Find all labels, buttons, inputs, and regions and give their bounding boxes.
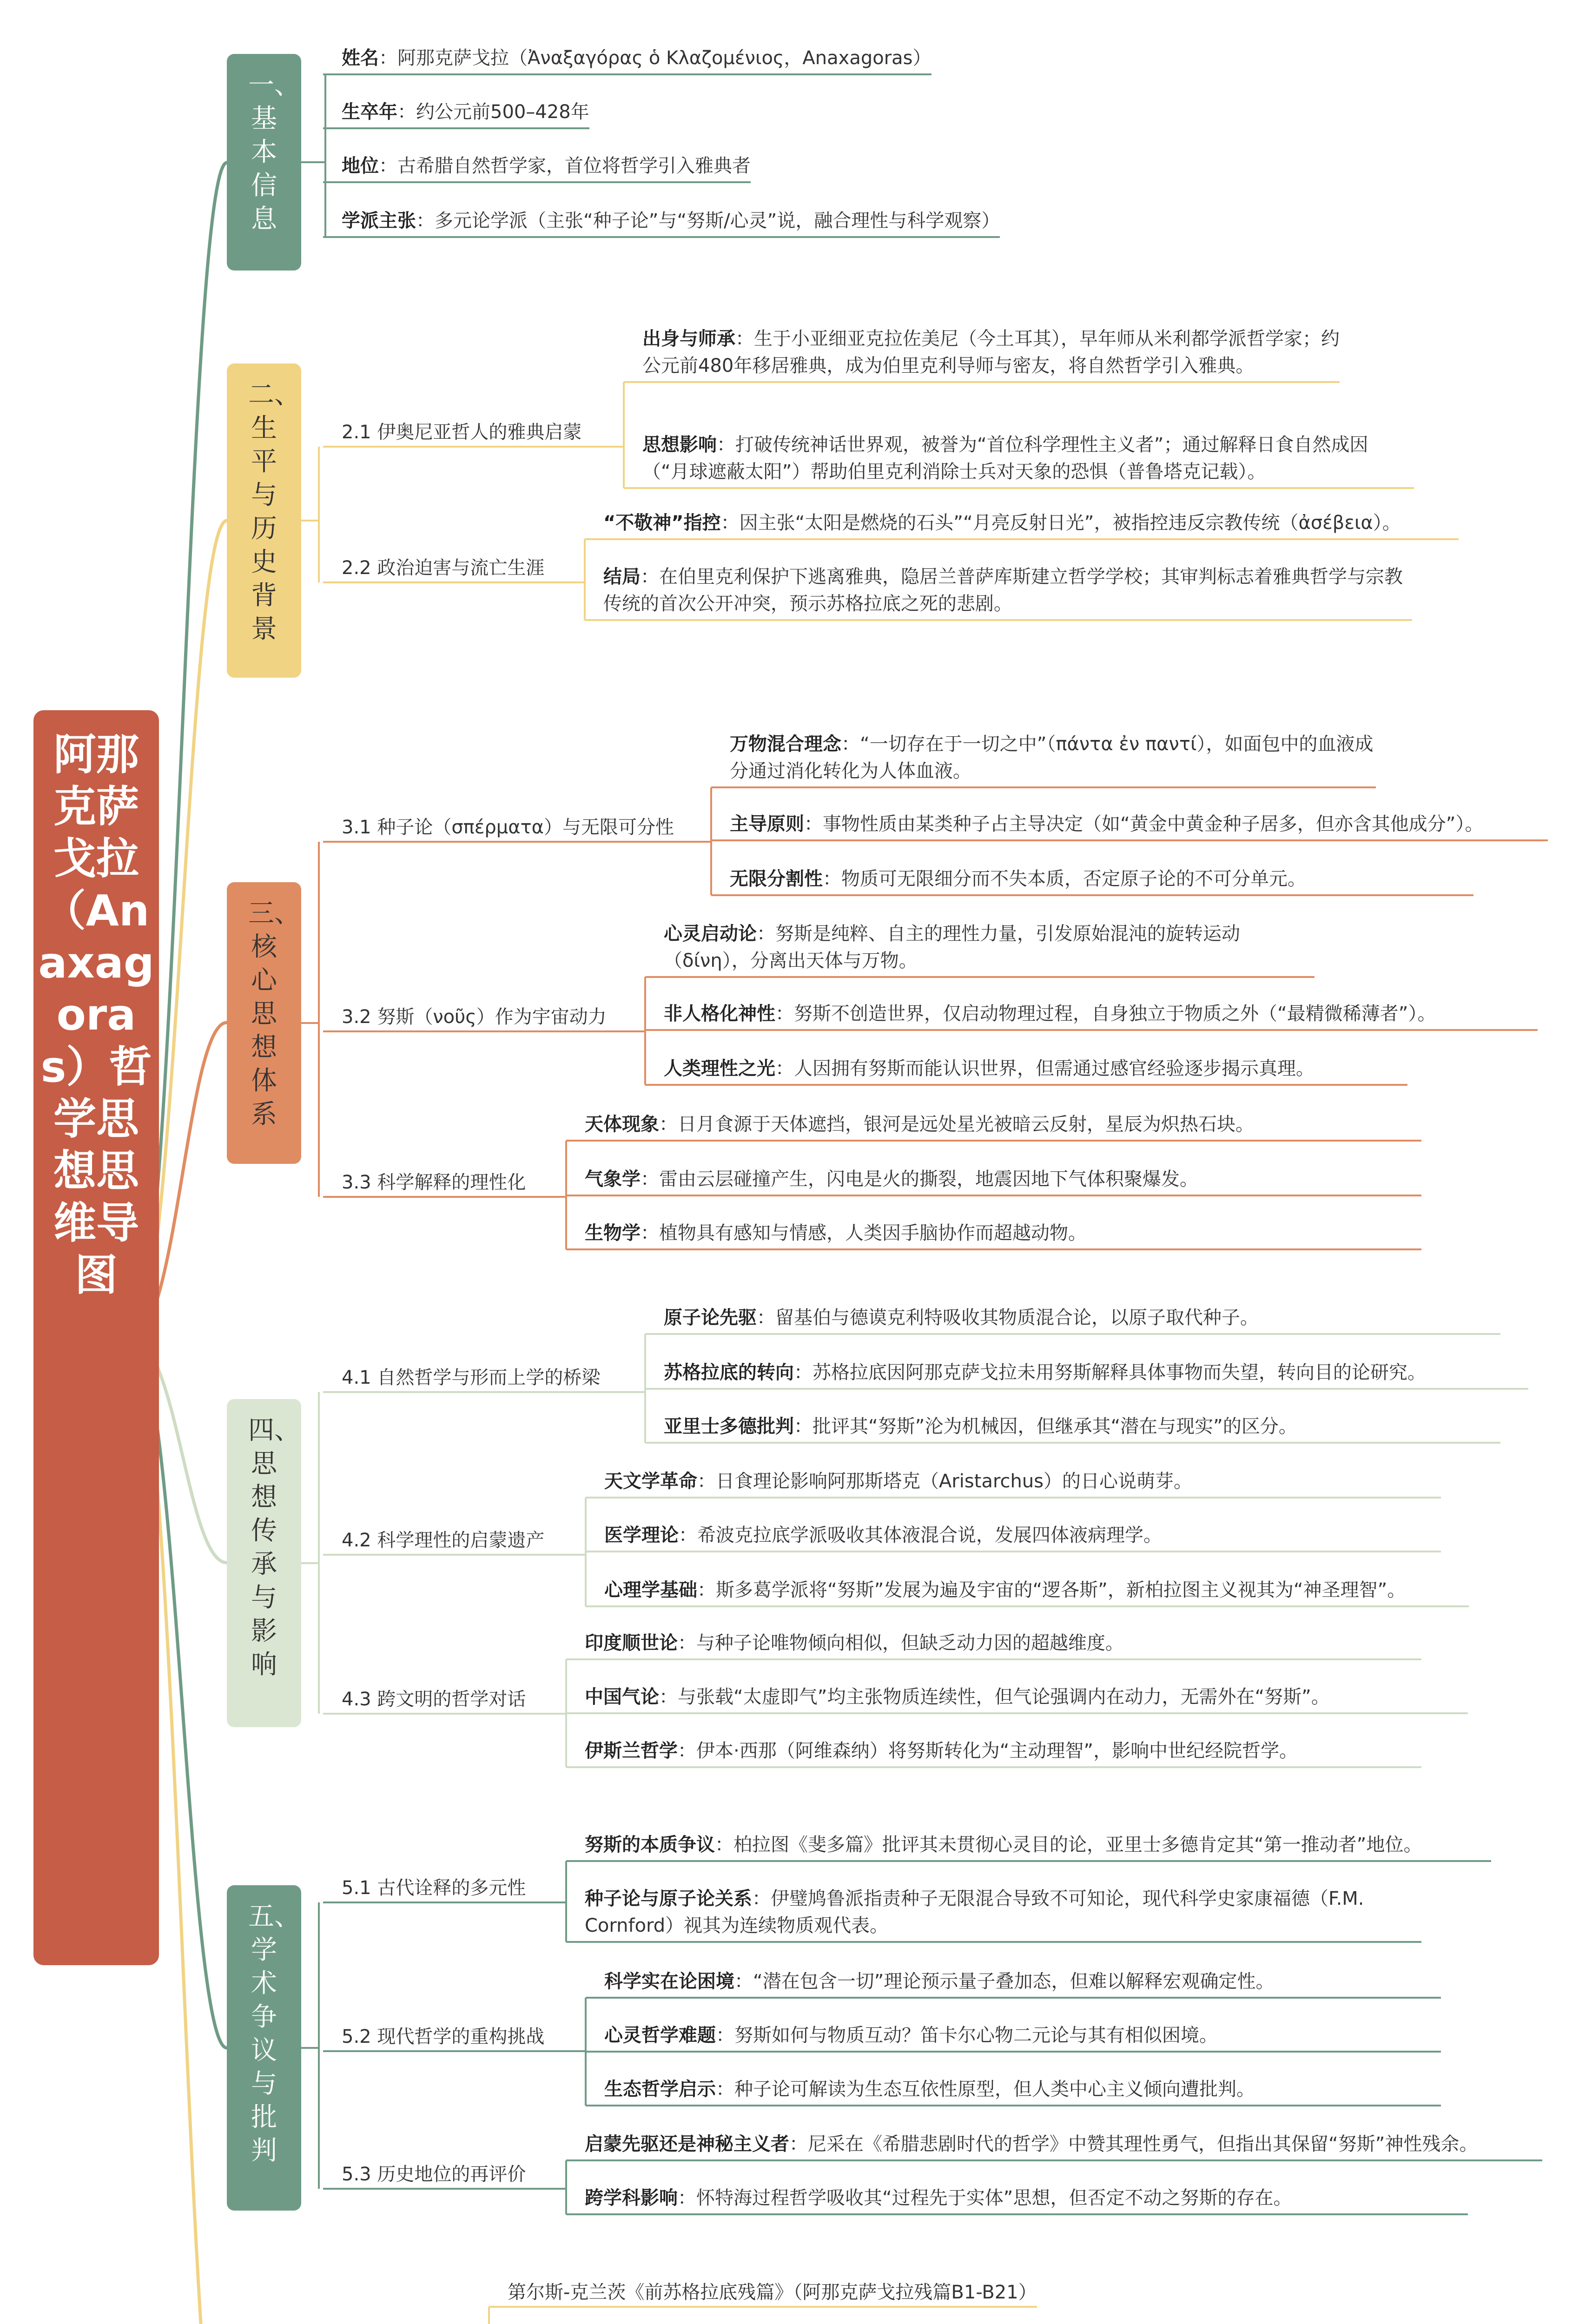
s4-sub-2: 4.2 科学理性的启蒙遗产: [342, 1530, 545, 1551]
s4-2-item-1: 天文学革命：日食理论影响阿那斯塔克（Aristarchus）的日心说萌芽。: [604, 1471, 1193, 1492]
s5-2-item-2: 心灵哲学难题：努斯如何与物质互动？笛卡尔心物二元论与其有相似困境。: [604, 2025, 1218, 2046]
s2-1-item-1: 出身与师承：生于小亚细亚克拉佐美尼（今土耳其），早年师从米利都学派哲学家；约公元前480年移居雅典，成为伯里克利导师与密友，将自然哲学引入雅典。: [642, 328, 1340, 376]
s5-2-item-3: 生态哲学启示：种子论可解读为生态互依性原型，但人类中心主义倾向遭批判。: [604, 2079, 1255, 2100]
s2-sub-2: 2.2 政治迫害与流亡生涯: [342, 557, 545, 579]
s3-1-item-3: 无限分割性：物质可无限细分而不失本质，否定原子论的不可分单元。: [730, 868, 1306, 890]
s4-sub-1: 4.1 自然哲学与形而上学的桥梁: [342, 1367, 601, 1388]
s5-3-item-2: 跨学科影响：怀特海过程哲学吸收其“过程先于实体”思想，但否定不动之努斯的存在。: [585, 2187, 1292, 2209]
s3-sub-2: 3.2 努斯（νοῦς）作为宇宙动力: [342, 1006, 607, 1028]
s3-2-item-1: 心灵启动论：努斯是纯粹、自主的理性力量，引发原始混沌的旋转运动（δίνη），分离出天体与万物。: [664, 923, 1240, 971]
s4-2-item-2: 医学理论：希波克拉底学派吸收其体液混合说，发展四体液病理学。: [604, 1525, 1162, 1546]
s3-1-item-2: 主导原则：事物性质由某类种子占主导决定（如“黄金中黄金种子居多，但亦含其他成分”）。: [730, 813, 1484, 835]
s4-1-item-1: 原子论先驱：留基伯与德谟克利特吸收其物质混合论，以原子取代种子。: [664, 1307, 1259, 1328]
s4-3-item-1: 印度顺世论：与种子论唯物倾向相似，但缺乏动力因的超越维度。: [585, 1632, 1124, 1654]
s4-sub-3: 4.3 跨文明的哲学对话: [342, 1689, 526, 1710]
s1-item-4: 学派主张：多元论学派（主张“种子论”与“努斯/心灵”说，融合理性与科学观察）: [342, 210, 1000, 231]
s3-2-item-2: 非人格化神性：努斯不创造世界，仅启动物理过程，自身独立于物质之外（“最精微稀薄者”）。: [664, 1003, 1436, 1024]
section-2-node: 二、生平与历史背景: [227, 363, 301, 678]
s5-1-item-1: 努斯的本质争议：柏拉图《斐多篇》批评其未贯彻心灵目的论，亚里士多德肯定其“第一推动者”地位。: [585, 1834, 1422, 1855]
s3-sub-3: 3.3 科学解释的理性化: [342, 1172, 526, 1193]
s2-sub-1: 2.1 伊奥尼亚哲人的雅典启蒙: [342, 422, 582, 443]
section-5-node: 五、学术争议与批判: [227, 1885, 301, 2211]
s5-2-item-1: 科学实在论困境：“潜在包含一切”理论预示量子叠加态，但难以解释宏观确定性。: [604, 1971, 1275, 1992]
s4-3-item-3: 伊斯兰哲学：伊本·西那（阿维森纳）将努斯转化为“主动理智”，影响中世纪经院哲学。: [585, 1740, 1298, 1762]
s2-1-item-2: 思想影响：打破传统神话世界观，被誉为“首位科学理性主义者”；通过解释日食自然成因（“月球遮蔽太阳”）帮助伯里克利消除士兵对天象的恐惧（普鲁塔克记载）。: [642, 434, 1368, 482]
s5-sub-1: 5.1 古代诠释的多元性: [342, 1877, 526, 1899]
s3-2-item-3: 人类理性之光：人因拥有努斯而能认识世界，但需通过感官经验逐步揭示真理。: [664, 1058, 1314, 1079]
s3-3-item-1: 天体现象：日月食源于天体遮挡，银河是远处星光被暗云反射，星辰为炽热石块。: [585, 1114, 1254, 1135]
s3-3-item-3: 生物学：植物具有感知与情感，人类因手脑协作而超越动物。: [585, 1222, 1087, 1244]
s4-2-item-3: 心理学基础：斯多葛学派将“努斯”发展为遍及宇宙的“逻各斯”，新柏拉图主义视其为“神圣理智”。: [604, 1579, 1406, 1601]
s3-sub-1: 3.1 种子论（σπέρματα）与无限可分性: [342, 817, 674, 838]
section-3-node: 三、核心思想体系: [227, 882, 301, 1164]
s2-2-item-2: 结局：在伯里克利保护下逃离雅典，隐居兰普萨库斯建立哲学学校；其审判标志着雅典哲学与宗教传统的首次公开冲突，预示苏格拉底之死的悲剧。: [603, 566, 1403, 614]
s4-1-item-3: 亚里士多德批判：批评其“努斯”沦为机械因，但继承其“潜在与现实”的区分。: [664, 1416, 1297, 1437]
s1-item-1: 姓名：阿那克萨戈拉（Ἀναξαγόρας ὁ Κλαζομένιος，Anaxagoras）: [342, 47, 931, 69]
s4-1-item-2: 苏格拉底的转向：苏格拉底因阿那克萨戈拉未用努斯解释具体事物而失望，转向目的论研究。: [664, 1362, 1426, 1383]
s4-3-item-2: 中国气论：与张载“太虚即气”均主张物质连续性，但气论强调内在动力，无需外在“努斯”。: [585, 1686, 1330, 1708]
root-node: 阿那克萨戈拉（Anaxagoras）哲学思想思维导图: [33, 710, 159, 1965]
s1-item-3: 地位：古希腊自然哲学家，首位将哲学引入雅典者: [342, 155, 751, 177]
s5-1-item-2: 种子论与原子论关系：伊璧鸠鲁派指责种子无限混合导致不可知论，现代科学史家康福德（F.M. Cornford）视其为连续物质观代表。: [585, 1888, 1364, 1936]
s3-3-item-2: 气象学：雷由云层碰撞产生，闪电是火的撕裂，地震因地下气体积聚爆发。: [585, 1169, 1198, 1190]
section-1-node: 一、基本信息: [227, 54, 301, 271]
s1-item-2: 生卒年：约公元前500–428年: [342, 101, 589, 123]
section-4-node: 四、思想传承与影响: [227, 1399, 301, 1727]
s3-1-item-1: 万物混合理念：“一切存在于一切之中”（πάντα ἐν παντί），如面包中的血液成分通过消化转化为人体血液。: [730, 733, 1374, 782]
s5-3-item-1: 启蒙先驱还是神秘主义者：尼采在《希腊悲剧时代的哲学》中赞其理性勇气，但指出其保留“努斯”神性残余。: [585, 2133, 1478, 2155]
s5-sub-2: 5.2 现代哲学的重构挑战: [342, 2026, 545, 2047]
s6-1-ref-1: 第尔斯-克兰茨《前苏格拉底残篇》（阿那克萨戈拉残篇B1-B21）: [508, 2282, 1037, 2303]
s2-2-item-1: “不敬神”指控：因主张“太阳是燃烧的石头”“月亮反射日光”，被指控违反宗教传统（ἀσέβεια）。: [603, 512, 1401, 534]
s5-sub-3: 5.3 历史地位的再评价: [342, 2164, 526, 2185]
